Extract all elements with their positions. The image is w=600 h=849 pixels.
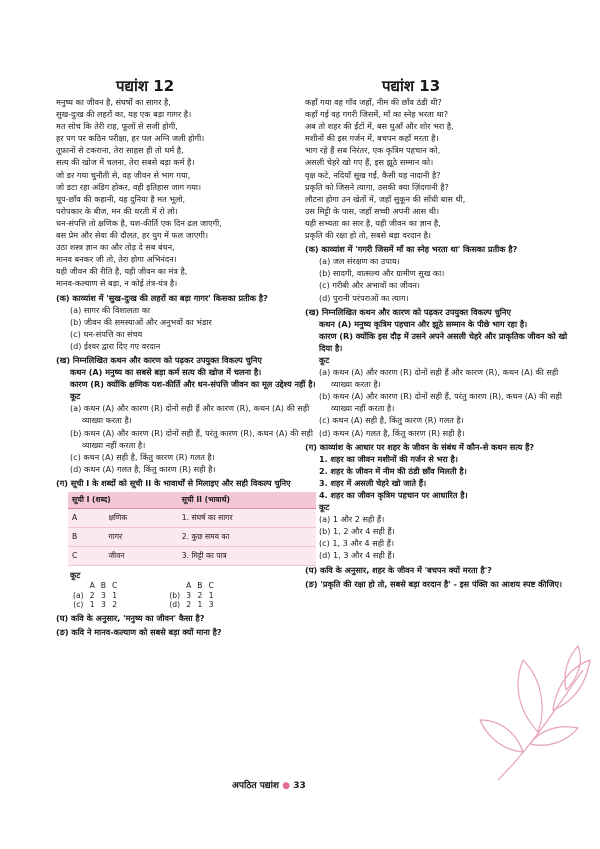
poem-line: प्रकृति की रक्षा हो तो, सबसे बड़ा वरदान है। <box>305 230 431 241</box>
question-13-e: (ङ) 'प्रकृति की रक्षा हो तो, सबसे बड़ा वरदान है' - इस पंक्ति का आशय स्पष्ट कीजिए। <box>305 578 563 589</box>
option: (b) कथन (A) और कारण (R) दोनों सही हैं, परंतु कारण (R), कथन (A) की सही व्याख्या नहीं करता है। <box>70 427 313 450</box>
table-row <box>68 528 316 547</box>
kut-value: 1 <box>89 600 95 610</box>
kut-head: B <box>100 581 107 591</box>
question-12-d: (घ) कवि के अनुसार, 'मनुष्य का जीवन' कैसा है? <box>56 612 205 623</box>
poem-line: बस प्रेम और सेवा की दौलत, हर युग में फल जाएगी। <box>56 230 209 241</box>
reason-text: क्योंकि इस दौड़ में उसने अपने असली चेहरे और प्राकृतिक जीवन को खो दिया है। <box>319 330 568 353</box>
kut-value: 3 <box>100 600 106 610</box>
page-number: 33 <box>293 781 306 791</box>
option: (c) 1, 3 और 4 सही हैं। <box>319 538 395 549</box>
match-head-2: सूची II (भावार्थ) <box>178 492 316 509</box>
kut-label: कूट <box>319 354 330 365</box>
question-13-c: (ग) काव्यांश के आधार पर शहर के जीवन के संबंध में कौन-से कथन सत्य हैं? <box>305 441 535 452</box>
left-column <box>56 96 326 638</box>
table-row <box>68 547 316 566</box>
poem-line: वृक्ष कटे, नदियाँ सूख गईं, कैसी यह नादानी है? <box>305 169 441 180</box>
match-meaning: 2. कुछ समय का <box>178 528 316 547</box>
right-column <box>305 96 575 590</box>
match-meaning: 1. संघर्ष का सागर <box>178 509 316 528</box>
poem-line: मत सोच कि तेरी राह, फूलों से सजी होगी, <box>56 121 178 132</box>
poem-line: कहाँ गया वह गाँव जहाँ, नीम की छाँव ठंडी थी? <box>305 97 442 107</box>
assertion <box>56 366 326 378</box>
option: (c) धन-संपत्ति का संचय <box>70 328 143 339</box>
reason-text: क्योंकि क्षणिक यश-कीर्ति और धन-संपत्ति जीवन का मूल उद्देश्य नहीं है। <box>106 379 316 390</box>
poem-line: कहाँ गई वह गगरी जिसमें, माँ का स्नेह भरता था? <box>305 109 449 120</box>
poem-line: मशीनों की इस गर्जन में, बचपन कहाँ मरता है। <box>305 133 439 144</box>
option: (c) कथन (A) सही है, किंतु कारण (R) गलत है। <box>319 415 464 426</box>
heading-passage-12: पद्यांश 12 <box>116 77 175 95</box>
poem-line: लौटना होगा उन खेतों में, जहाँ सुकून की सोंधी बास थी, <box>305 193 466 204</box>
heading-passage-13: पद्यांश 13 <box>382 77 441 95</box>
kut-option: (a) <box>73 590 84 600</box>
kut-value: 2 <box>186 600 192 610</box>
table-row <box>70 600 217 610</box>
assertion-label: कथन (A) <box>319 318 352 329</box>
question-13-d: (घ) कवि के अनुसार, शहर के जीवन में 'बचपन क्यों मरता है'? <box>305 564 492 575</box>
kut-option: (b) <box>169 590 181 600</box>
match-table <box>68 492 316 566</box>
reason-label: कारण (R) <box>319 330 353 341</box>
option: (a) कथन (A) और कारण (R) दोनों सही हैं और कारण (R), कथन (A) की सही व्याख्या करता है। <box>319 367 559 390</box>
option: (d) ईश्वर द्वारा दिए गए वरदान <box>70 340 161 351</box>
poem-line: जो डर गया चुनौती से, वह जीवन से भाग गया, <box>56 169 191 180</box>
match-meaning: 3. मिट्टी का पात्र <box>178 547 316 566</box>
question-12-e: (ङ) कवि ने मानव-कल्याण को सबसे बड़ा क्यों माना है? <box>56 627 222 638</box>
assertion <box>305 318 575 330</box>
poem-line: मनुष्य का जीवन है, संघर्षों का सागर है, <box>56 97 171 107</box>
kut-option: (d) <box>169 600 181 610</box>
poem-line: यही सभ्यता का सार है, यही जीवन का ज्ञान है, <box>305 217 441 228</box>
table-row <box>70 591 217 601</box>
kut-value: 1 <box>112 590 118 600</box>
poem-line: मानव बनकर जी तो, तेरा होगा अभिनंदन। <box>56 254 177 265</box>
page-footer <box>232 778 306 791</box>
option: (d) कथन (A) गलत है, किंतु कारण (R) सही है। <box>319 427 465 438</box>
kut-label: कूट <box>70 391 81 402</box>
poem-line: सत्य की खोज में चलना, तेरा सबसे बड़ा कर्म है। <box>56 157 195 168</box>
kut-label: कूट <box>70 570 81 581</box>
option: (c) गरीबी और अभावों का जीवन। <box>319 280 420 291</box>
option: (a) 1 और 2 सही हैं। <box>319 514 385 525</box>
poem-line: भाग रहे हैं सब निरंतर, एक कृत्रिम पहचान को, <box>305 145 441 156</box>
question-12-b: (ख) निम्नलिखित कथन और कारण को पढ़कर उपयुक्त विकल्प चुनिए <box>56 354 262 365</box>
option: (c) कथन (A) सही है, किंतु कारण (R) गलत है। <box>70 451 215 462</box>
bullet-icon: ● <box>282 781 291 791</box>
poem-line: उस मिट्टी के पास, जहाँ सच्ची अपनी आस थी। <box>305 205 440 216</box>
kut-value: 3 <box>100 590 106 600</box>
option: (d) पुरानी परंपराओं का त्याग। <box>319 292 409 303</box>
question-13-a: (क) काव्यांश में 'गगरी जिसमें माँ का स्नेह भरता था' किसका प्रतीक है? <box>305 244 518 255</box>
poem-line: यही जीवन की रीति है, यही जीवन का मंत्र है, <box>56 266 188 277</box>
kut-value: 2 <box>112 600 118 610</box>
match-key: B <box>68 528 104 547</box>
kut-value: 2 <box>89 590 95 600</box>
kut-value: 1 <box>208 590 214 600</box>
reason-label: कारण (R) <box>70 379 104 390</box>
assertion-text: मनुष्य का सबसे बड़ा कर्म सत्य की खोज में चलना है। <box>105 367 262 378</box>
option: (a) कथन (A) और कारण (R) दोनों सही हैं और कारण (R), कथन (A) की सही व्याख्या करता है। <box>70 403 310 426</box>
statement: 4. शहर का जीवन कृत्रिम पहचान पर आधारित है। <box>319 490 468 500</box>
kut-value: 3 <box>208 600 214 610</box>
kut-value: 3 <box>186 590 192 600</box>
poem-line: प्रकृति को जिसने त्यागा, उसकी क्या ज़िंदगानी है? <box>305 181 449 192</box>
option: (b) कथन (A) और कारण (R) दोनों सही हैं, परंतु कारण (R), कथन (A) की सही व्याख्या नहीं करता है। <box>319 391 562 414</box>
match-key: A <box>68 509 104 528</box>
option: (d) कथन (A) गलत है, किंतु कारण (R) सही है। <box>70 463 216 474</box>
statement: 1. शहर का जीवन मशीनों की गर्जन से भरा है। <box>319 453 458 464</box>
match-head-1: सूची I (शब्द) <box>68 492 178 509</box>
table-row <box>68 509 316 528</box>
question-12-c: (ग) सूची I के शब्दों को सूची II के भावार्थों से मिलाइए और सही विकल्प चुनिए <box>56 477 291 488</box>
match-word: गागर <box>104 528 177 547</box>
kut-option: (c) <box>73 600 84 610</box>
assertion-text: मनुष्य कृत्रिम पहचान और झूठे सम्मान के पीछे भाग रहा है। <box>354 318 528 329</box>
assertion-label: कथन (A) <box>70 367 103 378</box>
poem-12 <box>56 96 326 290</box>
kut-head: C <box>112 581 118 591</box>
poem-line: धन-संपत्ति तो क्षणिक है, यश-कीर्ति एक दिन ढल जाएगी, <box>56 217 222 228</box>
match-word: क्षणिक <box>104 509 177 528</box>
match-word: जीवन <box>104 547 177 566</box>
poem-line: सुख-दुःख की लहरों का, यह एक बड़ा गागर है। <box>56 109 192 120</box>
footer-label: अपठित पद्यांश <box>232 781 280 791</box>
poem-line: तूफ़ानों से टकराना, तेरा साहस ही तो धर्म है, <box>56 145 184 156</box>
kut-head: B <box>197 581 203 591</box>
statement: 2. शहर के जीवन में नीम की ठंडी छाँव मिलती है। <box>319 465 467 476</box>
poem-line: अब तो शहर की ईंटों में, बस धुआँ और शोर भरा है, <box>305 121 454 132</box>
option: (a) सागर की विशालता का <box>70 304 151 315</box>
poem-line: परोपकार के बीज, मन की धरती में रो लो। <box>56 205 178 216</box>
question-13-b: (ख) निम्नलिखित कथन और कारण को पढ़कर उपयुक्त विकल्प चुनिए <box>305 306 511 317</box>
kut-value: 1 <box>197 600 203 610</box>
option: (b) सादगी, वात्सल्य और ग्रामीण सुख का। <box>319 268 445 279</box>
poem-line: हर पग पर कठिन परीक्षा, हर पल अग्नि जली होगी। <box>56 133 205 144</box>
kut-head: A <box>89 581 95 591</box>
reason <box>305 330 575 354</box>
reason <box>56 378 326 390</box>
poem-line: धूप-छाँव की कहानी, यह दुनिया है मत भूलो, <box>56 193 186 204</box>
kut-head: A <box>186 581 192 591</box>
kut-table <box>70 581 217 610</box>
poem-line: मानव-कल्याण से बड़ा, न कोई तंत्र-यंत्र है। <box>56 278 178 289</box>
kut-head: C <box>208 581 214 591</box>
poem-13 <box>305 96 575 241</box>
poem-line: असली चेहरे खो गए हैं, इस झूठे सम्मान को। <box>305 157 434 168</box>
kut-label: कूट <box>319 502 330 513</box>
option: (b) 1, 2 और 4 सही हैं। <box>319 526 395 537</box>
kut-value: 2 <box>197 590 203 600</box>
option: (a) जल संरक्षण का उपाय। <box>319 256 400 267</box>
leaf-decoration-icon <box>478 640 598 790</box>
question-12-a: (क) काव्यांश में 'सुख-दुःख की लहरों का बड़ा गागर' किसका प्रतीक है? <box>56 292 268 303</box>
poem-line: जो डटा रहा अडिग होकर, वही इतिहास जाग गया। <box>56 181 202 192</box>
option: (b) जीवन की समस्याओं और अनुभवों का भंडार <box>70 316 212 327</box>
statement: 3. शहर में असली चेहरे खो जाते हैं। <box>319 477 427 488</box>
match-key: C <box>68 547 104 566</box>
poem-line: उठा शस्त्र ज्ञान का और तोड़ दे सब बंधन, <box>56 242 175 253</box>
option: (d) 1, 3 और 4 सही हैं। <box>319 550 395 561</box>
